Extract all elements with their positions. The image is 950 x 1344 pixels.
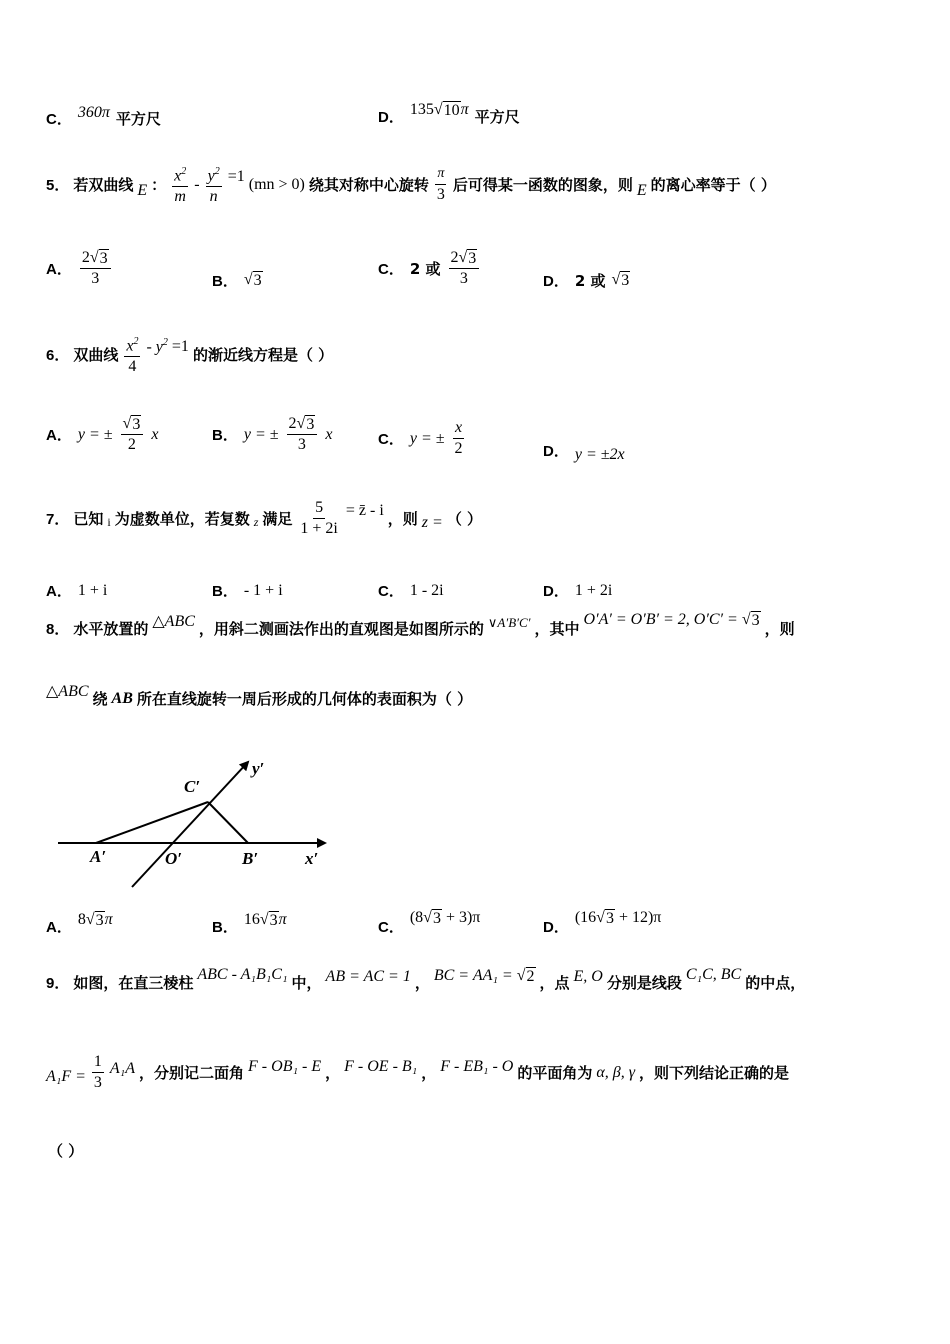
option-label: A． [46, 261, 72, 278]
var-z: z [253, 515, 259, 529]
sep: ， [325, 1064, 341, 1082]
option-label: C． [378, 431, 404, 448]
option-label: B． [212, 427, 238, 444]
dihedral-3: F - EB₁ - O [440, 1057, 514, 1075]
option-math [410, 101, 469, 120]
segment-c-b [208, 802, 248, 843]
question-number: 7． [46, 511, 70, 528]
rhs: = z̄ - i [345, 501, 384, 519]
fraction-5-over: $\frac{5}{1 + 2i}$ [300, 499, 338, 537]
expr: (16 √ 3 + 12)π [574, 909, 662, 927]
dihedral-2: F - OE - B₁ [344, 1057, 418, 1075]
option-math: 360π [77, 103, 110, 121]
question-9-line-2 [46, 1052, 789, 1093]
q7-text-4: ，则 [387, 510, 418, 528]
q5-text-5: 的离心率等于（ ） [650, 176, 776, 195]
fraction: √ 3 2 [121, 414, 144, 455]
expr: - 1 + i [243, 581, 283, 599]
question-8-line-2 [46, 682, 473, 709]
expr: 1 - 2i [409, 581, 444, 599]
q5-option-c[interactable] [378, 248, 481, 289]
condition-2: BC = AA₁ = √ 2 [433, 967, 535, 985]
label-a: A′ [90, 847, 107, 866]
q5-text-3: 绕其对称中心旋转 [308, 176, 429, 195]
triangle-abc: △ABC [152, 612, 195, 630]
condition: (mn > 0) [248, 175, 305, 193]
q6-option-a[interactable] [46, 414, 158, 455]
q7-text-3: 满足 [262, 510, 293, 528]
q9-text-5: 的中点， [745, 974, 806, 992]
q5-option-a[interactable] [46, 248, 113, 289]
q8-option-d[interactable] [543, 909, 662, 937]
option-label: B． [212, 919, 238, 936]
q7-text-1: 已知 [73, 510, 104, 528]
coef: 135 [409, 101, 434, 118]
option-label: D． [543, 919, 569, 936]
pi: π [460, 101, 469, 118]
option-label: D． [378, 109, 404, 126]
q9-line2-text-3: ，则下列结论正确的是 [639, 1064, 790, 1082]
question-number: 6． [46, 347, 70, 365]
segments: C₁C, BC [685, 965, 742, 983]
sqrt: √ 3 [243, 271, 262, 289]
q6-option-d[interactable] [543, 440, 625, 461]
var-e: E [137, 181, 148, 199]
q8-option-c[interactable] [378, 909, 481, 937]
question-5: 5． 若双曲线 E ： $\frac{x^2}{m}$ - $\frac{y^2}{n}$ =1 (mn > 0) 绕其对称中心旋转 $\frac{\pi}{3}$ 后可得某一函数的图象，则 E 的离心率等于（ ） [46, 162, 776, 207]
q5-text-4: 后可得某一函数的图象，则 [452, 176, 633, 195]
question-9-answer-blank: （ ） [48, 1142, 84, 1160]
expr: 16 √ 3 π [243, 911, 287, 929]
fraction-y2-n: $\frac{y^2}{n}$ [206, 162, 222, 207]
vector-a1a: A₁A [109, 1059, 136, 1077]
fraction: 2 √ 3 3 [449, 248, 480, 289]
option-label: A． [46, 427, 72, 444]
option-label: C． [378, 919, 404, 936]
question-number: 9． [46, 975, 70, 992]
expr: 8 √ 3 π [77, 911, 113, 929]
option-prefix: 2 或 [409, 260, 441, 278]
q8-line2-rest: 所在直线旋转一周后形成的几何体的表面积为（ ） [136, 690, 473, 708]
option-label: A． [46, 919, 72, 936]
tail: x [325, 425, 333, 443]
radicand: 10 [443, 102, 460, 119]
fraction-x2-m: $\frac{x^2}{m}$ [172, 162, 188, 207]
equals-one: =1 [171, 337, 189, 355]
fraction: 2 √ 3 3 [80, 248, 111, 289]
q7-text-5: （ ） [446, 510, 483, 528]
comma: ， [414, 974, 430, 992]
option-label: B． [212, 273, 238, 290]
q8-option-b[interactable] [212, 911, 287, 937]
label-c: C′ [184, 777, 201, 796]
expr: y = ±2x [574, 445, 625, 463]
q5-option-d[interactable] [543, 270, 630, 291]
q7-option-a[interactable] [46, 580, 107, 601]
fraction-pi-3: $\frac{\pi}{3}$ [436, 166, 445, 204]
q9-line2-text-1: ，分别记二面角 [139, 1064, 245, 1082]
label-y: y′ [252, 759, 265, 778]
q4-option-c[interactable] [46, 103, 161, 129]
label-o: O′ [165, 849, 183, 868]
expr: (8 √ 3 + 3)π [409, 909, 481, 927]
q5-option-b[interactable] [212, 270, 263, 291]
q5-text-1: 若双曲线 [73, 176, 134, 195]
expr: 1 + i [77, 581, 108, 599]
option-label: D． [543, 273, 569, 290]
question-6 [46, 332, 333, 377]
q6-text-2: 的渐近线方程是（ ） [192, 346, 334, 365]
fraction-x2-4: $\frac{x^2}{4}$ [124, 332, 140, 377]
q8-text-2: ，用斜二测画法作出的直观图是如图所示的 [198, 620, 484, 638]
lhs: y = ± [77, 425, 113, 443]
expr: 1 + 2i [574, 581, 613, 599]
q7-option-c[interactable] [378, 580, 444, 601]
oblique-projection-figure [50, 752, 340, 892]
label-x: x′ [305, 849, 319, 868]
q6-option-c[interactable] [378, 418, 467, 459]
q5-text-2: ： [151, 176, 167, 195]
option-unit: 平方尺 [115, 110, 161, 128]
option-prefix: 2 或 [574, 272, 606, 290]
tail: x [151, 425, 159, 443]
q8-text-1: 水平放置的 [73, 620, 149, 638]
q9-text-1: 如图，在直三棱柱 [73, 974, 194, 992]
label-b: B′ [242, 849, 259, 868]
sqrt: √ 10 [433, 101, 460, 119]
condition-1: AB = AC = 1 [325, 967, 411, 985]
q9-text-2: 中， [291, 974, 322, 992]
dihedral-1: F - OB₁ - E [248, 1057, 322, 1075]
z-equals: z = [421, 513, 443, 531]
q4-option-d[interactable] [378, 101, 520, 127]
points-e-o: E, O [573, 967, 603, 985]
q9-text-4: 分别是线段 [606, 974, 682, 992]
question-7 [46, 498, 482, 539]
q6-text-1: 双曲线 [73, 346, 119, 365]
question-number: 8． [46, 621, 70, 638]
q7-option-d[interactable] [543, 580, 612, 601]
lhs: y = ± [243, 425, 279, 443]
option-label: C． [46, 111, 72, 128]
greek-angles: α, β, γ [596, 1063, 636, 1081]
vector-a1f: A₁F = [46, 1067, 86, 1085]
q7-option-b[interactable] [212, 580, 283, 601]
q6-option-b[interactable] [212, 414, 332, 455]
fraction: $\frac{x}{2}$ [454, 419, 463, 457]
q9-line2-text-2: 的平面角为 [517, 1064, 593, 1082]
conditions: O′A′ = O′B′ = 2, O′C′ = √ 3 [583, 611, 760, 629]
triangle-abc-prime: ∨A′B′C′ [487, 614, 531, 630]
option-label: D． [543, 443, 569, 460]
option-label: D． [543, 583, 569, 600]
option-label: C． [378, 261, 404, 278]
question-number: 5． [46, 177, 70, 195]
segment-ab: AB [111, 689, 133, 707]
question-9 [46, 965, 806, 993]
option-label: B． [212, 583, 238, 600]
lhs: y = ± [409, 429, 445, 447]
q8-text-3: ，其中 [534, 620, 580, 638]
equals-one: =1 [227, 167, 245, 185]
question-8 [46, 611, 795, 639]
sqrt: √ 3 [611, 271, 630, 289]
option-unit: 平方尺 [474, 108, 520, 126]
q8-line2-text: 绕 [92, 690, 108, 708]
prism: ABC - A₁B₁C₁ [197, 965, 288, 983]
q8-option-a[interactable] [46, 911, 113, 937]
option-label: A． [46, 583, 72, 600]
q9-text-3: ，点 [539, 974, 570, 992]
option-label: C． [378, 583, 404, 600]
minus-y2: - $y^2$ [146, 337, 168, 356]
triangle-abc: △ABC [46, 682, 89, 700]
sep: ， [421, 1064, 437, 1082]
var-i: i [107, 515, 111, 529]
fraction: 2 √ 3 3 [287, 414, 318, 455]
q8-text-4: ，则 [764, 620, 795, 638]
fraction-1-3: $\frac{1}{3}$ [93, 1053, 102, 1091]
var-e: E [636, 181, 647, 199]
q7-text-2: 为虚数单位，若复数 [114, 510, 250, 528]
